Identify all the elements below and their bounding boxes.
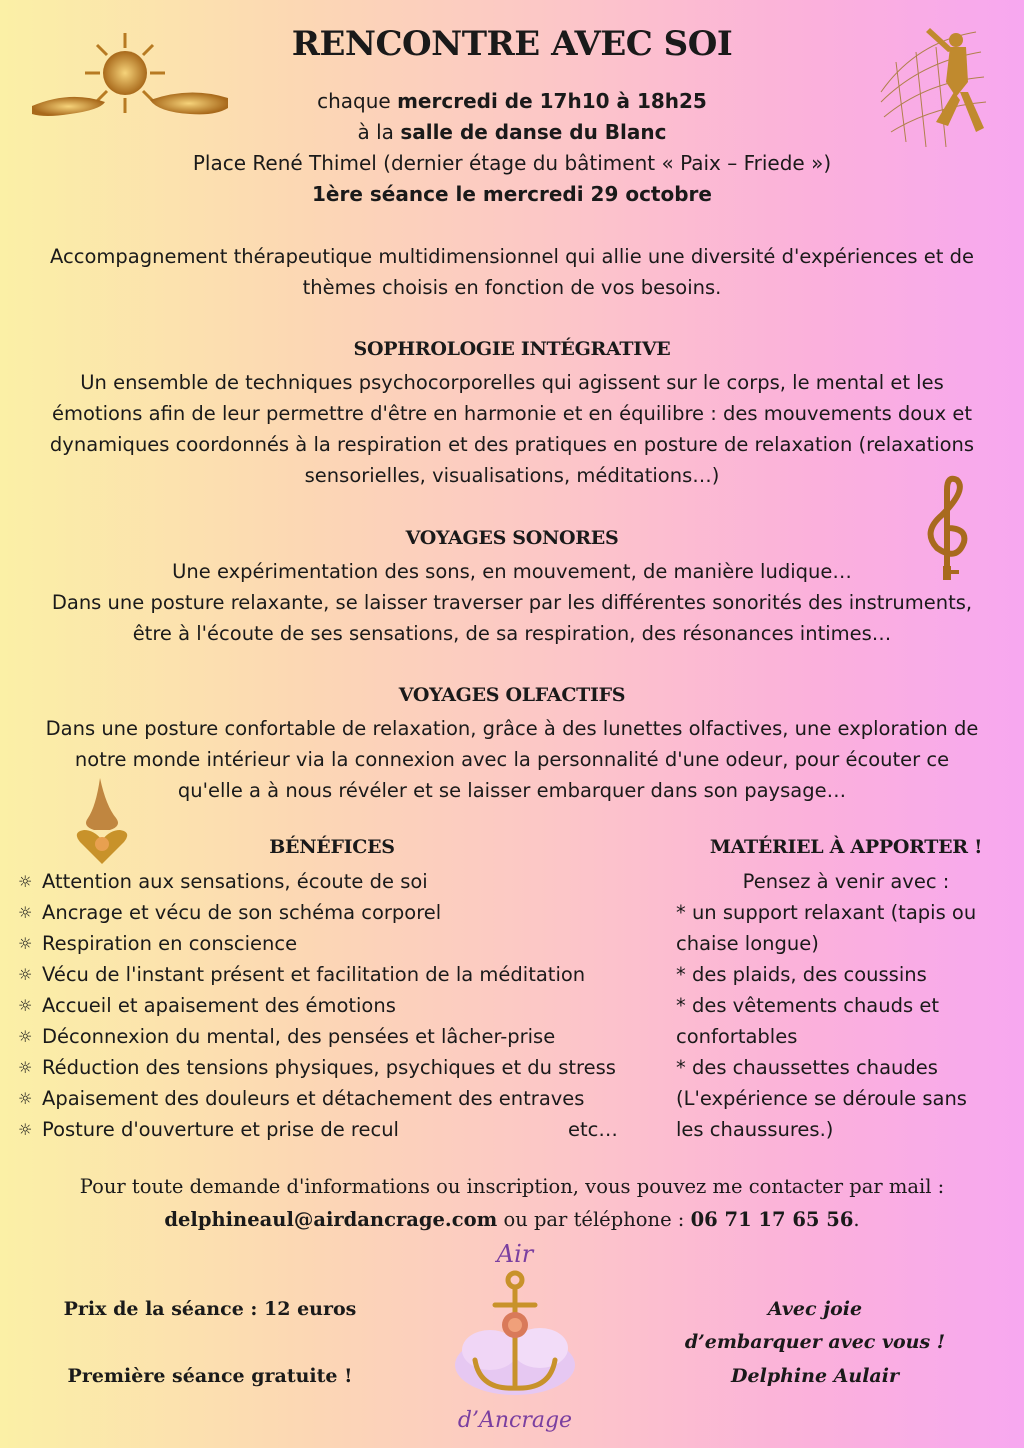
materiel-line: les chaussures.) xyxy=(676,1118,834,1141)
signature-line-2: d’embarquer avec vous ! xyxy=(684,1331,946,1353)
list-item xyxy=(18,990,658,1021)
materiel-line: * des vêtements chauds et xyxy=(676,994,939,1017)
sun-bullet-icon: ☼ xyxy=(18,872,33,891)
venue-name: salle de danse du Blanc xyxy=(400,120,667,144)
sun-bullet-icon: ☼ xyxy=(18,1089,33,1108)
list-item xyxy=(18,866,658,897)
materiel-line: (L'expérience se déroule sans xyxy=(676,1087,967,1110)
sonores-text xyxy=(0,556,1024,649)
materiel-line: confortables xyxy=(676,1025,798,1048)
email-link[interactable]: delphineaul@airdancrage.com xyxy=(164,1208,498,1231)
benefices-heading: BÉNÉFICES xyxy=(269,836,395,858)
materiel-line: * un support relaxant (tapis ou xyxy=(676,901,977,924)
contact-end: . xyxy=(853,1208,860,1231)
olfactifs-heading: VOYAGES OLFACTIFS xyxy=(398,684,626,706)
olfactifs-text xyxy=(0,713,1024,806)
olfactifs-line: notre monde intérieur via la connexion avec la personnalité d'une odeur, pour écouter ce xyxy=(74,748,950,771)
materiel-intro: Pensez à venir avec : xyxy=(742,870,950,893)
benefit-text: Réduction des tensions physiques, psychiques et du stress xyxy=(42,1056,616,1079)
contact-details xyxy=(0,1203,1024,1236)
list-item xyxy=(18,1114,658,1145)
materiel-list xyxy=(676,866,1016,1145)
olfactifs-line: qu'elle a à nous révéler et se laisser embarquer dans son paysage… xyxy=(177,779,847,802)
sophrologie-line: dynamiques coordonnés à la respiration et des pratiques en posture de relaxation (relaxations xyxy=(49,433,975,456)
list-item xyxy=(18,959,658,990)
schedule-line xyxy=(0,86,1024,117)
contact-mid: ou par téléphone : xyxy=(497,1208,691,1231)
sophrologie-line: sensorielles, visualisations, méditations…) xyxy=(304,464,720,487)
sun-bullet-icon: ☼ xyxy=(18,996,33,1015)
sonores-line: être à l'écoute de ses sensations, de sa respiration, des résonances intimes… xyxy=(132,622,892,645)
sun-bullet-icon: ☼ xyxy=(18,1120,33,1139)
benefit-text: Posture d'ouverture et prise de recul xyxy=(42,1118,399,1141)
list-item xyxy=(18,1083,658,1114)
contact-block xyxy=(0,1170,1024,1236)
free-session-text: Première séance gratuite ! xyxy=(67,1365,353,1387)
benefices-list xyxy=(18,866,658,1145)
materiel-heading: MATÉRIEL À APPORTER ! xyxy=(709,836,983,858)
materiel-line: * des plaids, des coussins xyxy=(676,963,927,986)
address-line: Place René Thimel (dernier étage du bâtiment « Paix – Friede ») xyxy=(192,151,832,175)
benefit-text: Déconnexion du mental, des pensées et lâcher-prise xyxy=(42,1025,556,1048)
sun-bullet-icon: ☼ xyxy=(18,903,33,922)
sun-bullet-icon: ☼ xyxy=(18,1058,33,1077)
list-item xyxy=(18,1021,658,1052)
benefit-text: Ancrage et vécu de son schéma corporel xyxy=(42,901,442,924)
benefit-text: Accueil et apaisement des émotions xyxy=(42,994,396,1017)
first-session-line: 1ère séance le mercredi 29 octobre xyxy=(312,182,712,206)
sun-bullet-icon: ☼ xyxy=(18,1027,33,1046)
sonores-heading: VOYAGES SONORES xyxy=(405,527,619,549)
schedule-time: mercredi de 17h10 à 18h25 xyxy=(397,89,707,113)
sonores-line: Une expérimentation des sons, en mouvement, de manière ludique… xyxy=(172,560,852,583)
list-item xyxy=(18,1052,658,1083)
page-title: RENCONTRE AVEC SOI xyxy=(291,24,733,64)
logo-top-text: Air xyxy=(496,1240,534,1268)
etc-text: etc… xyxy=(568,1118,618,1141)
venue-prefix: à la xyxy=(357,120,401,144)
logo-bottom-text: d’Ancrage xyxy=(457,1408,573,1433)
venue-line xyxy=(0,117,1024,148)
contact-intro: Pour toute demande d'informations ou inscription, vous pouvez me contacter par mail : xyxy=(79,1175,945,1198)
olfactifs-line: Dans une posture confortable de relaxation, grâce à des lunettes olfactives, une exploration de xyxy=(45,717,979,740)
schedule-prefix: chaque xyxy=(317,89,398,113)
benefit-text: Vécu de l'instant présent et facilitation de la méditation xyxy=(42,963,586,986)
sophrologie-line: Un ensemble de techniques psychocorporelles qui agissent sur le corps, le mental et les xyxy=(80,371,944,394)
signature-line-1: Avec joie xyxy=(767,1298,863,1320)
anchor-rose-icon xyxy=(450,1270,580,1405)
sophrologie-line: émotions afin de leur permettre d'être en harmonie et en équilibre : des mouvements doux et xyxy=(52,402,972,425)
benefit-text: Respiration en conscience xyxy=(42,932,298,955)
sun-bullet-icon: ☼ xyxy=(18,965,33,984)
price-text: Prix de la séance : 12 euros xyxy=(63,1298,357,1320)
materiel-line: chaise longue) xyxy=(676,932,819,955)
sophrologie-heading: SOPHROLOGIE INTÉGRATIVE xyxy=(353,338,671,360)
sun-bullet-icon: ☼ xyxy=(18,934,33,953)
phone-link[interactable]: 06 71 17 65 56 xyxy=(690,1208,854,1231)
materiel-line: * des chaussettes chaudes xyxy=(676,1056,938,1079)
list-item xyxy=(18,897,658,928)
benefit-text: Apaisement des douleurs et détachement des entraves xyxy=(42,1087,585,1110)
sophrologie-text xyxy=(0,367,1024,491)
signature-name: Delphine Aulair xyxy=(731,1365,899,1387)
logo xyxy=(440,1240,590,1440)
sonores-line: Dans une posture relaxante, se laisser traverser par les différentes sonorités des instruments, xyxy=(51,591,973,614)
intro-line: Accompagnement thérapeutique multidimensionnel qui allie une diversité d'expériences et de xyxy=(50,245,974,268)
list-item xyxy=(18,928,658,959)
benefit-text: Attention aux sensations, écoute de soi xyxy=(42,870,428,893)
intro-text xyxy=(0,241,1024,303)
intro-line: thèmes choisis en fonction de vos besoins. xyxy=(302,276,722,299)
